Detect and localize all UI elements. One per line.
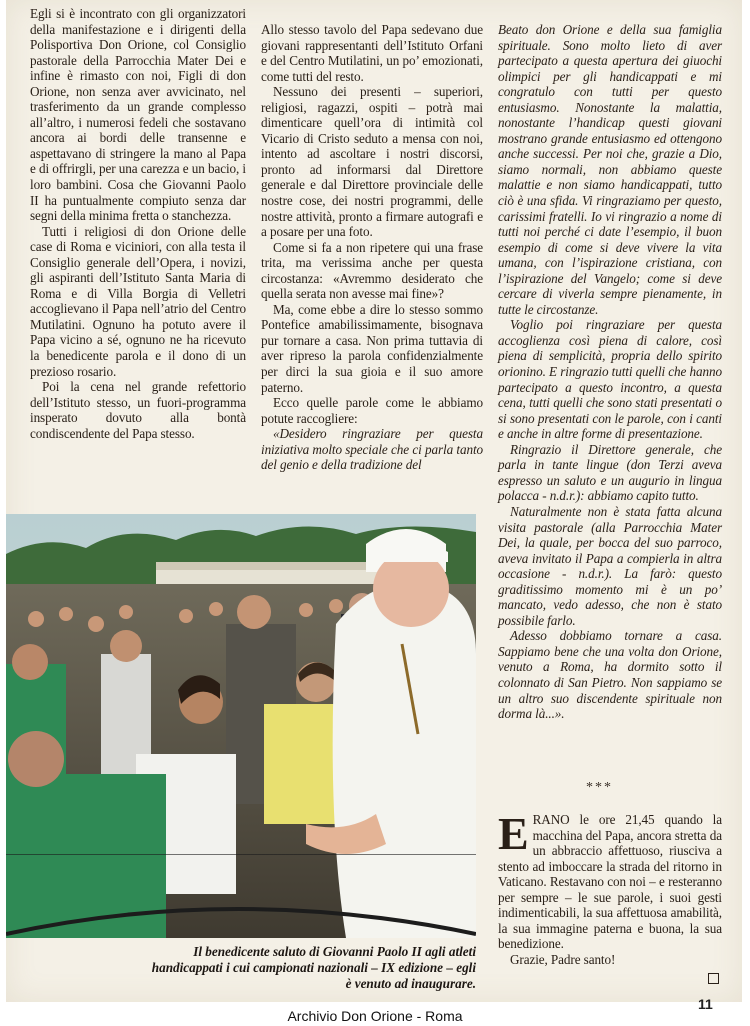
end-of-article-mark (708, 973, 719, 984)
paragraph: Ecco quelle parole come le abbiamo potute raccogliere: (261, 395, 483, 426)
photo-illustration (6, 514, 476, 938)
quote-paragraph: «Desidero ringraziare per questa iniziativa molto speciale che ci parla tanto del genio e della tradizione del (261, 426, 483, 473)
paragraph: Nessuno dei presenti – superiori, religiosi, ragazzi, ospiti – potrà mai dimenticare quell’ora di intimità col Vicario di Cristo seduto a mensa con noi, intento ad ascoltare i nostri discorsi, pronto ad informarsi dal Direttore generale e dal Direttore provinciale delle nostre cose, dei nostri programmi, delle nostre attività, pronto a firmare autografi e a posare per una foto. (261, 84, 483, 240)
drop-cap: E (498, 808, 529, 859)
quote-paragraph: Voglio poi ringraziare per questa accoglienza così piena di calore, così piena di semplicità, propria dello spirito orionino. E ringrazio tutti quelli che hanno partecipato a questo incontro, a questa cena, tutti quelli che sono stati presentati o si sono presentati con le parole, con i canti e anche in altre forme di presentazione. (498, 317, 722, 442)
photo-pope-greeting-athletes (6, 514, 476, 938)
paragraph: Tutti i religiosi di don Orione delle case di Roma e viciniori, con alla testa il Consiglio generale dell’Opera, i novizi, gli aspiranti dell’Istituto Santa Maria di Roma e di Villa Borgia di Velletri accoglievano il Papa nell’atrio del Centro Mutilatini. Ognuno ha potuto avere il Papa vicino a sé, ognuno ne ha ricevuto la benedicente parola e il dono di un prezioso rosario. (30, 223, 246, 379)
archive-footer: Archivio Don Orione - Roma (287, 1008, 463, 1024)
page-number: 11 (698, 996, 713, 1012)
closing-paragraph (498, 808, 722, 952)
section-separator: *** (586, 780, 613, 795)
closing-paragraph-block (498, 808, 722, 967)
photo-caption: Il benedicente saluto di Giovanni Paolo II agli atleti handicappati i cui campionati nazionali – IX edizione – egli è venuto ad inaugurare. (151, 944, 476, 991)
signoff: Grazie, Padre santo! (510, 951, 616, 967)
paragraph: Egli si è incontrato con gli organizzatori della manifestazione e i dirigenti della Polisportiva Don Orione, col Consiglio pastorale della Parrocchia Mater Dei e infine è rimasto con noi, Figli di don Orione, non senza aver avvicinato, nel trasferimento da un grande complesso all’altro, i numerosi fedeli che sostavano ancora ai bordi delle transenne e aspettavano di stringere la mano al Papa e di offrirgli, per una carezza e un bacio, i loro bambini. Cosa che Giovanni Paolo II ha puntualmente compiuto senza dar segni della minima fretta o stanchezza. (30, 6, 246, 224)
quote-paragraph: Ringrazio il Direttore generale, che parla in tante lingue (don Terzi aveva espresso un saluto e un augurio in lingua polacca - n.d.r.): abbiamo capito tutto. (498, 441, 722, 504)
text-column-2 (261, 22, 483, 473)
paragraph: Allo stesso tavolo del Papa sedevano due giovani rappresentanti dell’Istituto Orfani e del Centro Mutilatini, un po’ emozionati, come tutti del resto. (261, 22, 483, 84)
text-column-1 (30, 6, 246, 441)
text-column-3 (498, 22, 722, 722)
quote-paragraph: Adesso dobbiamo tornare a casa. Sappiamo bene che una volta don Orione, venuto a Roma, ha dormito sotto il colonnato di San Pietro. Non sappiamo se un altro suo discendente spirituale non dorma là...». (498, 628, 722, 722)
quote-paragraph: Naturalmente non è stata fatta alcuna visita pastorale (alla Parrocchia Mater Dei, la quale, per bocca del suo parroco, aveva invitato il Papa a compierla in altra occasione - n.d.r.). La farò: questo graditissimo momento mi è un po’ mancato, vedo adesso, che non è stato possibile farlo. (498, 503, 722, 628)
paragraph: Poi la cena nel grande refettorio dell’Istituto stesso, un fuori-programma insperato dovuto alla bontà condiscendente del Papa stesso. (30, 379, 246, 441)
paragraph: Come si fa a non ripetere qui una frase trita, ma verissima anche per questa circostanza: «Avremmo desiderato che quella serata non avesse mai fine»? (261, 239, 483, 302)
closing-text: RANO le ore 21,45 quando la macchina del Papa, ancora stretta da un abbraccio affettuoso, riusciva a stento ad imboccare la strada del ritorno in Vaticano. Restavano con noi – e resteranno per sempre – le sue parole, i suoi gesti indimenticabili, la sua affettuosa amabilità, la sua immagine paterna e buona, la sua benedizione. (498, 812, 722, 952)
quote-paragraph: Beato don Orione e della sua famiglia spirituale. Sono molto lieto di aver partecipato a questa apertura dei giuochi olimpici per gli handicappati e mi congratulo con tutti per questo entusiasmo. Nonostante la malattia, nonostante l’handicap questi giovani mostrano grande entusiasmo ed ottengono anche successi. Per noi che, grazie a Dio, siamo normali, non abbiamo queste malattie e non siamo handicappati, tutto ciò è una sfida. Vi ringraziamo per questo, carissimi fratelli. Io vi ringrazio a nome di tutti noi perché ci date l’esempio, il buon esempio di come si deve vivere la vita umana, con l’ispirazione cristiana, con l’ispirazione del Vangelo; come si deve cercare di viverla sempre pienamente, in tutte le circostanze. (498, 22, 722, 317)
paragraph: Ma, come ebbe a dire lo stesso sommo Pontefice amabilissimamente, bisognava pur tornare a casa. Non prima tuttavia di aver ripreso la parola confidenzialmente per dirci la sua gioia e il suo amore paterno. (261, 301, 483, 395)
